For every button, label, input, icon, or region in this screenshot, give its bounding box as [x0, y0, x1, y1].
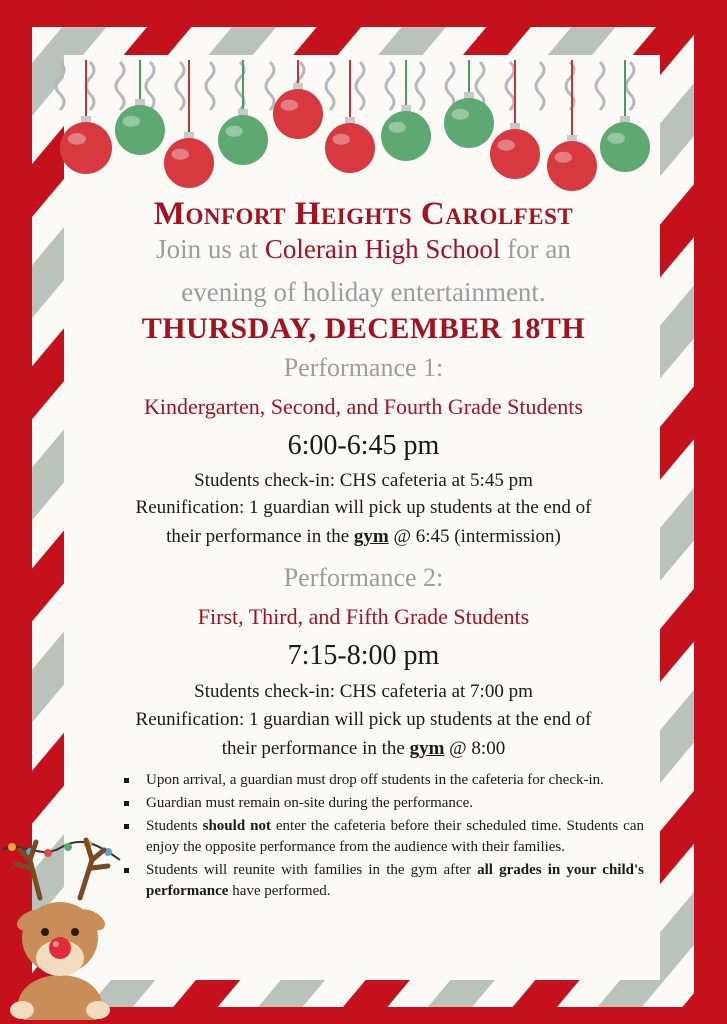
performance-1-reunification-line-1: Reunification: 1 guardian will pick up students at the end of [135, 497, 592, 518]
guideline-item: Students should not enter the cafeteria before their scheduled time. Students can enjoy the opposite performance from the audience with their families. [124, 816, 644, 858]
ribbon-icon [116, 62, 124, 110]
ornament-icon [273, 60, 323, 139]
guideline-item: Guardian must remain on-site during the performance. [124, 793, 644, 814]
ornament-icon [600, 60, 650, 172]
performance-2-checkin: Students check-in: CHS cafeteria at 7:00 pm [194, 681, 533, 702]
performance-2-reunification-line-1: Reunification: 1 guardian will pick up students at the end of [135, 709, 592, 730]
intro-line-1: Join us at Colerain High School for an [156, 234, 571, 264]
event-date: THURSDAY, DECEMBER 18TH [141, 312, 586, 345]
performance-1-checkin: Students check-in: CHS cafeteria at 5:45 pm [194, 470, 533, 491]
ribbon-icon [416, 62, 424, 110]
performance-1-reunification-line-2: their performance in the gym @ 6:45 (intermission) [166, 526, 561, 547]
gym-location: gym [409, 738, 445, 759]
ribbon-icon [176, 62, 184, 110]
ribbon-icon [506, 62, 514, 110]
ornament-icon [60, 60, 112, 174]
guideline-item: Students will reunite with families in the gym after all grades in your child's performance have performed. [124, 860, 644, 902]
ribbon-icon [596, 62, 604, 110]
ornament-icon [444, 60, 494, 148]
reindeer-icon [0, 820, 130, 1020]
ornament-icon [490, 60, 540, 179]
performance-1-time: 6:00-6:45 pm [287, 430, 440, 461]
ribbon-icon [326, 62, 334, 110]
ornament-icon [218, 60, 268, 165]
guideline-item: Upon arrival, a guardian must drop off students in the cafeteria for check-in. [124, 770, 644, 791]
intro-line-2: evening of holiday entertainment. [181, 277, 546, 307]
ribbon-icon [206, 62, 214, 110]
ribbon-icon [86, 62, 94, 110]
performance-2-time: 7:15-8:00 pm [287, 640, 440, 671]
page-title: Monfort Heights Carolfest [153, 196, 574, 232]
ribbon-icon [386, 62, 394, 110]
gym-location: gym [353, 526, 389, 547]
ribbon-icon [356, 62, 364, 110]
ornament-icon [164, 60, 214, 188]
performance-2-grades: First, Third, and Fifth Grade Students [197, 604, 530, 629]
ribbon-icon [626, 62, 634, 110]
ribbon-icon [56, 62, 64, 110]
ornament-garland [0, 0, 727, 200]
performance-2-heading: Performance 2: [283, 563, 444, 592]
ribbon-icon [536, 62, 544, 110]
performance-1-grades: Kindergarten, Second, and Fourth Grade Students [144, 394, 583, 419]
school-name: Colerain High School [264, 234, 501, 264]
ornament-icon [547, 60, 597, 191]
ribbon-icon [446, 62, 454, 110]
performance-2-reunification-line-2: their performance in the gym @ 8:00 [221, 738, 506, 759]
guidelines-list [124, 770, 644, 904]
ribbon-icon [266, 62, 274, 110]
performance-1-heading: Performance 1: [283, 353, 444, 382]
ribbon-icon [146, 62, 154, 110]
